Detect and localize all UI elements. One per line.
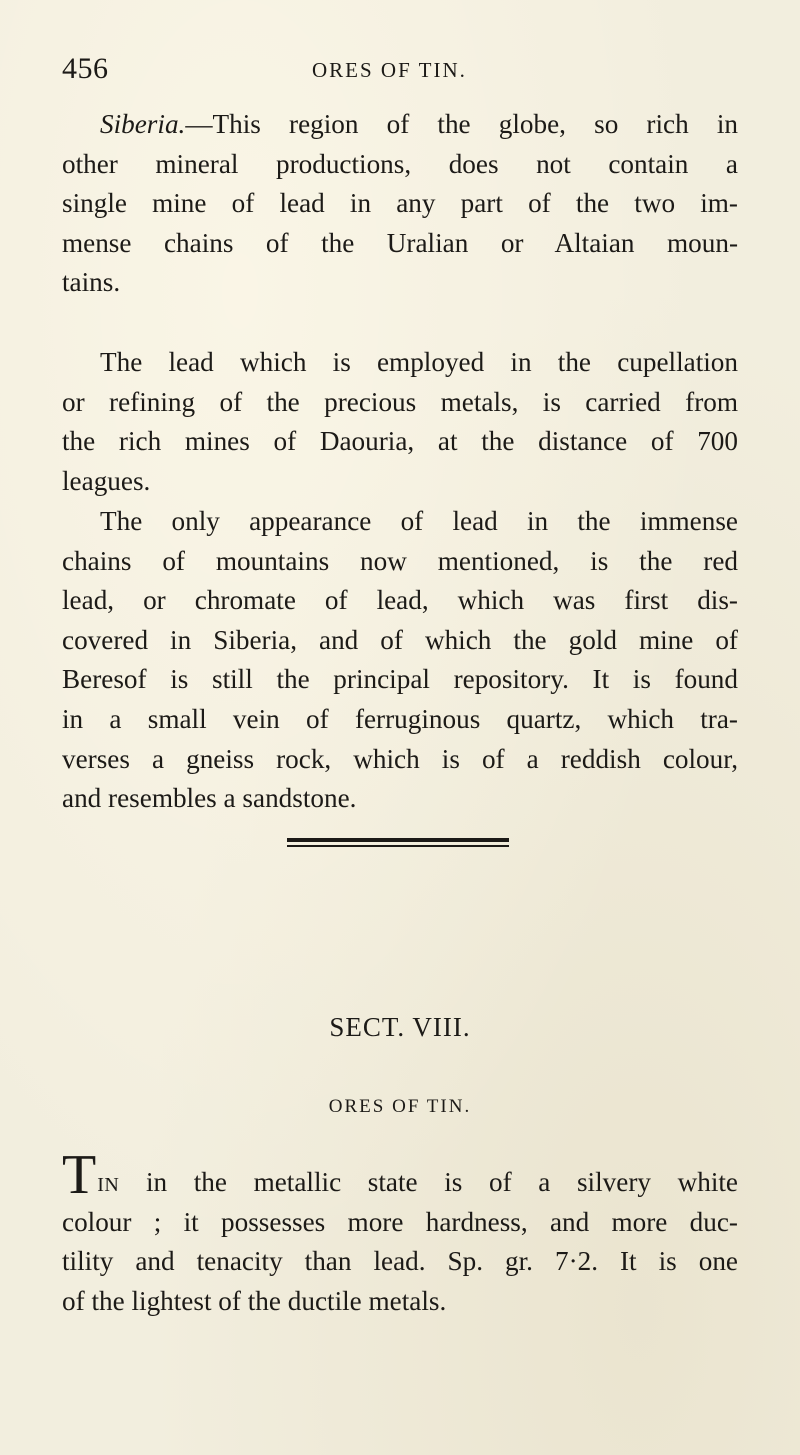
text-fragment: in the metallic state is of a silvery white <box>119 1167 738 1197</box>
text-line: of the lightest of the ductile metals. <box>62 1285 447 1316</box>
text-line: verses a gneiss rock, which is of a reddish colour, <box>62 743 738 774</box>
paragraph-red-lead <box>62 502 738 819</box>
text-line: mense chains of the Uralian or Altaian moun- <box>62 227 738 258</box>
text-line: other mineral productions, does not contain a <box>62 148 738 179</box>
text-line: in a small vein of ferruginous quartz, which tra- <box>62 703 738 734</box>
section-subheading: ORES OF TIN. <box>328 1096 472 1117</box>
section-heading: SECT. VIII. <box>329 1012 471 1042</box>
text-line: tility and tenacity than lead. Sp. gr. 7·2. It is one <box>62 1246 738 1277</box>
text-line: covered in Siberia, and of which the gold mine of <box>62 624 738 655</box>
text-line: Beresof is still the principal repository. It is found <box>62 664 738 695</box>
text-line: lead, or chromate of lead, which was first dis- <box>62 585 738 616</box>
text-line: The lead which is employed in the cupellation <box>100 347 738 377</box>
text-line: The only appearance of lead in the immense <box>100 506 738 536</box>
text-fragment: —This region of the globe, so rich in <box>185 109 738 139</box>
drop-cap: T <box>62 1144 97 1206</box>
text-line <box>62 105 738 145</box>
paragraph-lead-cupellation <box>62 343 738 501</box>
text-line: tains. <box>62 267 121 298</box>
paragraph-siberia <box>62 105 738 303</box>
divider-thick-rule <box>287 838 509 842</box>
section-divider <box>287 838 509 847</box>
page-number: 456 <box>62 52 109 85</box>
paragraph-tin <box>62 1144 738 1321</box>
text-line: chains of mountains now mentioned, is the red <box>62 545 738 576</box>
running-title: ORES OF TIN. <box>312 58 467 82</box>
italic-lead: Siberia. <box>100 109 186 139</box>
small-caps: IN <box>97 1174 120 1196</box>
text-line <box>62 1144 738 1206</box>
text-line: and resembles a sandstone. <box>62 783 357 814</box>
text-line: colour ; it possesses more hardness, and more duc- <box>62 1206 738 1237</box>
text-line: single mine of lead in any part of the two im- <box>62 188 738 219</box>
divider-thin-rule <box>287 845 509 847</box>
running-head <box>62 52 742 92</box>
text-line: leagues. <box>62 465 151 496</box>
text-line: or refining of the precious metals, is carried from <box>62 386 738 417</box>
text-line: the rich mines of Daouria, at the distance of 700 <box>62 426 738 457</box>
